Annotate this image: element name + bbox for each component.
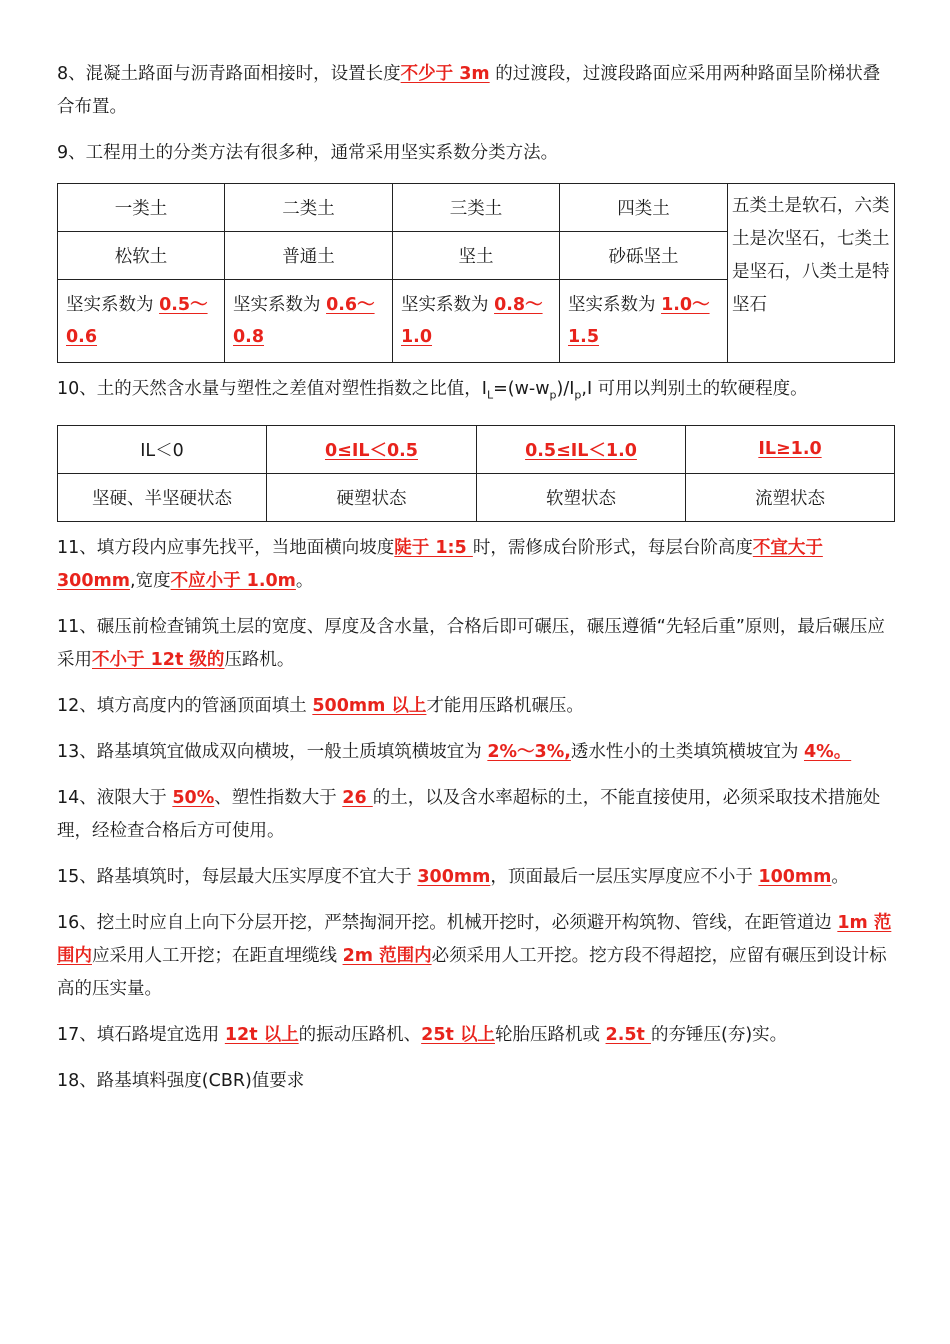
table-row (58, 425, 895, 473)
soil-name-cell: 松软土 (58, 232, 225, 280)
paragraph-18: 18、路基填料强度(CBR)值要求 (57, 1070, 305, 1091)
table-row (58, 473, 895, 521)
soil-classification-table (57, 183, 895, 363)
il-range-cell: IL≥1.0 (686, 425, 895, 473)
table-row (58, 184, 895, 232)
soil-class-cell: 三类土 (393, 184, 560, 232)
document-page (57, 58, 893, 1111)
paragraph-11b: 11、碾压前检查铺筑土层的宽度、厚度及含水量，合格后即可碾压，碾压遵循“先轻后重”原则，最后碾压应采用不小于 12t 级的压路机。 (57, 616, 885, 670)
soil-coef-cell: 坚实系数为 0.8～1.0 (393, 280, 560, 363)
paragraph-8: 8、混凝土路面与沥青路面相接时，设置长度不少于 3m 的过渡段，过渡段路面应采用两种路面呈阶梯状叠合布置。 (57, 64, 881, 117)
coef-value: 0.6～0.8 (233, 295, 375, 347)
il-state-cell: 软塑状态 (477, 473, 686, 521)
paragraph-17: 17、填石路堤宜选用 12t 以上的振动压路机、25t 以上轮胎压路机或 2.5t 的夯锤压(夯)实。 (57, 1024, 788, 1045)
plasticity-index-table (57, 425, 895, 522)
paragraph-15: 15、路基填筑时，每层最大压实厚度不宜大于 300mm，顶面最后一层压实厚度应不小于 100mm。 (57, 866, 849, 887)
soil-coef-cell: 坚实系数为 0.6～0.8 (225, 280, 393, 363)
paragraph-14: 14、液限大于 50%、塑性指数大于 26 的土，以及含水率超标的土，不能直接使用，必须采取技术措施处理，经检查合格后方可使用。 (57, 787, 881, 841)
soil-name-cell: 普通土 (225, 232, 393, 280)
il-state-cell: 硬塑状态 (267, 473, 477, 521)
il-range-cell: 0≤IL＜0.5 (267, 425, 477, 473)
paragraph-11a: 11、填方段内应事先找平，当地面横向坡度陡于 1:5 时，需修成台阶形式，每层台阶高度不宜大于 300mm,宽度不应小于 1.0m。 (57, 537, 823, 591)
il-range-cell: 0.5≤IL＜1.0 (477, 425, 686, 473)
coef-value: 0.5～0.6 (66, 295, 208, 347)
soil-name-cell: 坚土 (393, 232, 560, 280)
coef-value: 1.0～1.5 (568, 295, 710, 347)
il-state-cell: 流塑状态 (686, 473, 895, 521)
soil-name-cell: 砂砾坚土 (560, 232, 728, 280)
coef-value: 0.8～1.0 (401, 295, 543, 347)
soil-class-cell: 一类土 (58, 184, 225, 232)
il-range-cell: IL＜0 (58, 425, 267, 473)
soil-class-cell: 四类土 (560, 184, 728, 232)
paragraph-12: 12、填方高度内的管涵顶面填土 500mm 以上才能用压路机碾压。 (57, 695, 584, 716)
paragraph-13: 13、路基填筑宜做成双向横坡，一般土质填筑横坡宜为 2%～3%,透水性小的土类填筑横坡宜为 4%。 (57, 741, 852, 762)
soil-side-note: 五类土是软石，六类土是次坚石，七类土是坚石，八类土是特坚石 (728, 184, 895, 363)
highlight-transition-length: 不少于 3m (400, 64, 490, 84)
paragraph-10: 10、土的天然含水量与塑性之差值对塑性指数之比值，$I_L=(w-w_p)/I_p,I$ 可用以判别土的软硬程度。 (57, 379, 808, 402)
paragraph-9: 9、工程用土的分类方法有很多种，通常采用坚实系数分类方法。 (57, 143, 559, 163)
soil-coef-cell: 坚实系数为 0.5～0.6 (58, 280, 225, 363)
il-state-cell: 坚硬、半坚硬状态 (58, 473, 267, 521)
paragraph-16: 16、挖土时应自上向下分层开挖，严禁掏洞开挖。机械开挖时，必须避开构筑物、管线，在距管道边 1m 范围内应采用人工开挖；在距直埋缆线 2m 范围内必须采用人工开挖。挖方段不得超挖，应留有碾压到设计标高的压实量。 (57, 912, 892, 999)
soil-class-cell: 二类土 (225, 184, 393, 232)
soil-coef-cell: 坚实系数为 1.0～1.5 (560, 280, 728, 363)
